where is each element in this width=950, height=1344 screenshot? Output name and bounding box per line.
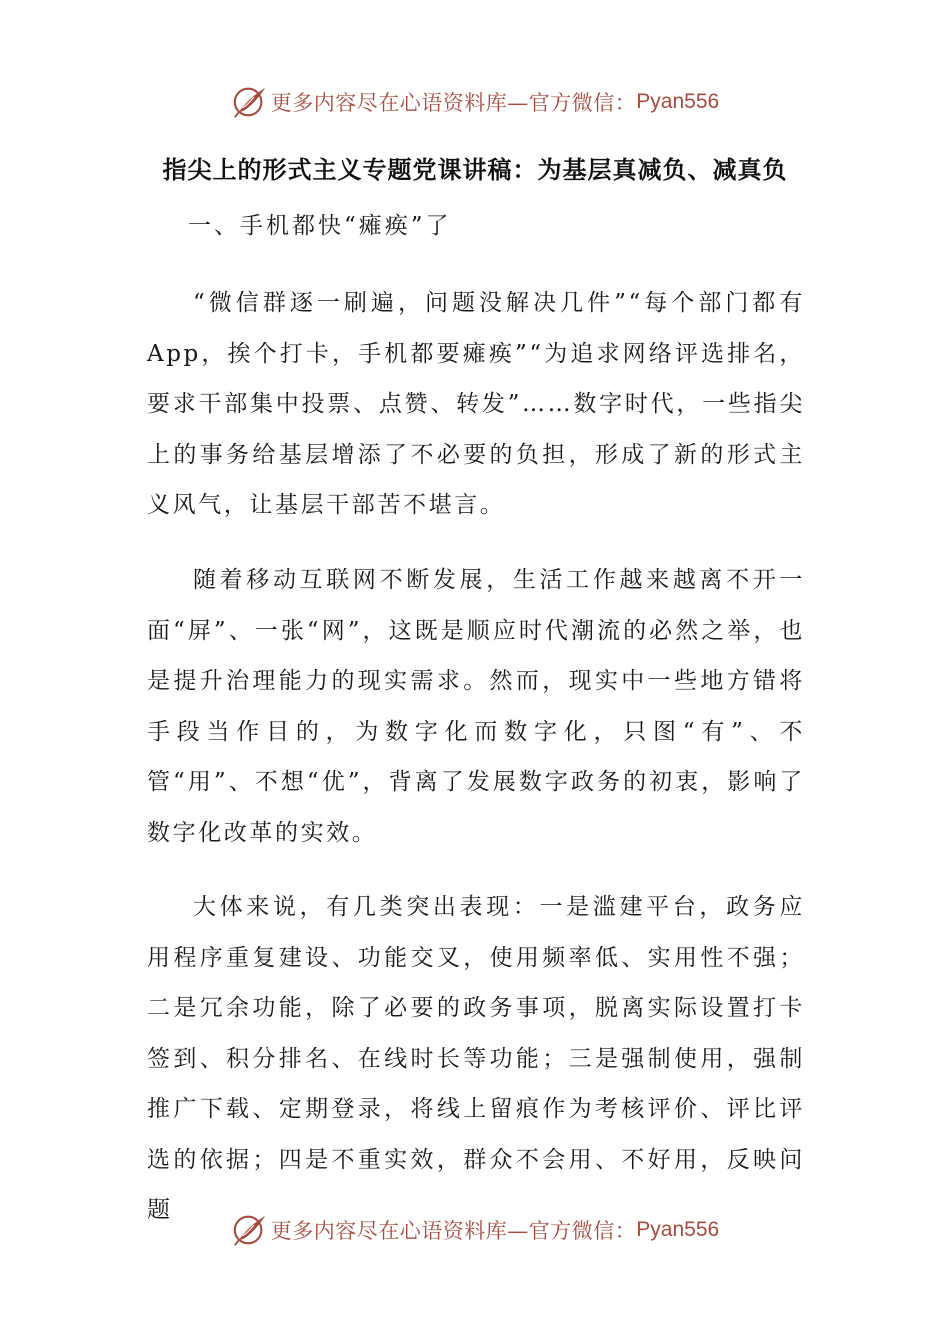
body-paragraph: 随着移动互联网不断发展，生活工作越来越离不开一面“屏”、一张“网”，这既是顺应时代潮流的必然之举，也是提升治理能力的现实需求。然而，现实中一些地方错将手段当作目的，为数字化而数字化，只图“有”、不管“用”、不想“优”，背离了发展数字政务的初衷，影响了数字化改革的实效。 — [147, 567, 805, 846]
quill-pen-logo-icon — [231, 83, 269, 121]
body-paragraph: “微信群逐一刷遍，问题没解决几件”“每个部门都有App，挨个打卡，手机都要瘫痪”“为追求网络评选排名，要求干部集中投票、点赞、转发”……数字时代，一些指尖上的事务给基层增添了不必要的负担，形成了新的形式主义风气，让基层干部苦不堪言。 — [147, 290, 805, 518]
section-heading: 一、手机都快“瘫痪”了 — [188, 213, 452, 239]
wechat-id: Pyan556 — [636, 90, 720, 113]
wechat-id: Pyan556 — [636, 1218, 720, 1241]
footer-watermark-banner — [0, 1206, 950, 1254]
quill-pen-logo-icon — [231, 1211, 269, 1249]
header-watermark-banner — [0, 78, 950, 126]
watermark-text: 更多内容尽在心语资料库—官方微信： — [270, 1219, 637, 1243]
watermark-text: 更多内容尽在心语资料库—官方微信： — [270, 91, 637, 115]
body-paragraph: 大体来说，有几类突出表现：一是滥建平台，政务应用程序重复建设、功能交叉，使用频率低、实用性不强；二是冗余功能，除了必要的政务事项，脱离实际设置打卡签到、积分排名、在线时长等功能；三是强制使用，强制推广下载、定期登录，将线上留痕作为考核评价、评比评选的依据；四是不重实效，群众不会用、不好用，反映问题 — [147, 894, 805, 1223]
document-title: 指尖上的形式主义专题党课讲稿：为基层真减负、减真负 — [162, 156, 788, 184]
